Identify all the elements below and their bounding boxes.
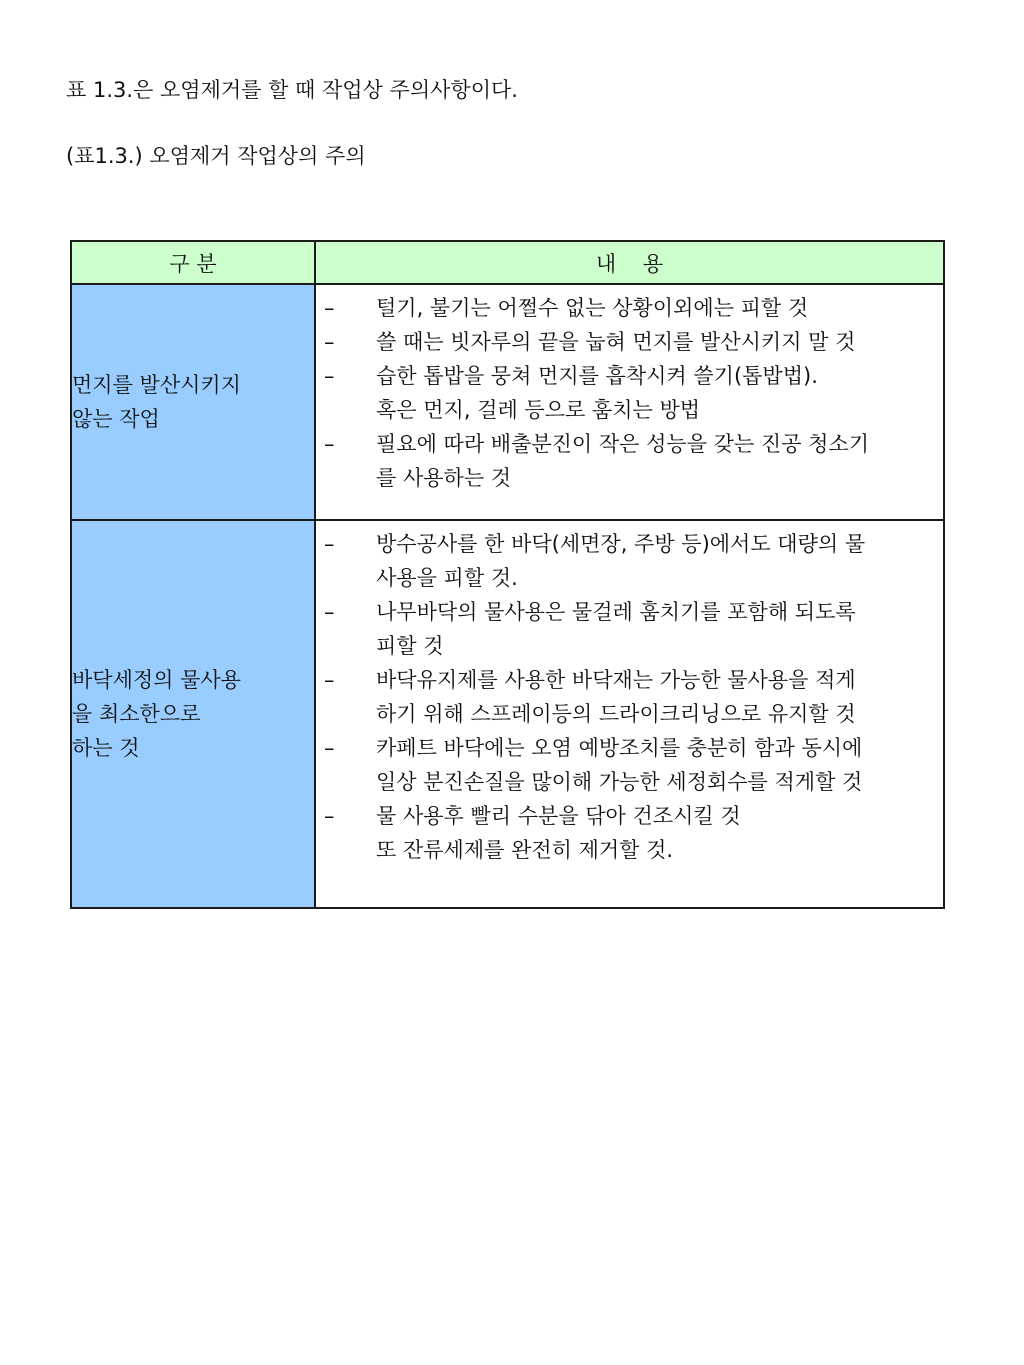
item-text: 습한 톱밥을 뭉쳐 먼지를 흡착시켜 쓸기(톱밥법). bbox=[376, 364, 818, 388]
item-text: 쓸 때는 빗자루의 끝을 눕혀 먼지를 발산시키지 말 것 bbox=[376, 330, 856, 354]
list-item bbox=[316, 799, 943, 867]
category-line: 하는 것 bbox=[72, 736, 140, 760]
content-cell bbox=[315, 284, 944, 520]
item-text: 피할 것 bbox=[376, 634, 444, 658]
precautions-table bbox=[70, 240, 945, 909]
intro-text: 표 1.3.은 오염제거를 할 때 작업상 주의사항이다. bbox=[66, 78, 518, 102]
dash-bullet: – bbox=[324, 432, 335, 456]
item-text: 물 사용후 빨리 수분을 닦아 건조시킬 것 bbox=[376, 804, 741, 828]
header-category: 구 분 bbox=[71, 241, 315, 284]
table-header-row bbox=[71, 241, 944, 284]
category-line: 바닥세정의 물사용 bbox=[72, 668, 241, 692]
category-line: 먼지를 발산시키지 bbox=[72, 373, 241, 397]
dash-bullet: – bbox=[324, 804, 335, 828]
header-content: 내 용 bbox=[315, 241, 944, 284]
category-line: 않는 작업 bbox=[72, 407, 160, 431]
table-row bbox=[71, 284, 944, 520]
item-text: 일상 분진손질을 많이해 가능한 세정회수를 적게할 것 bbox=[376, 770, 863, 794]
table-row bbox=[71, 520, 944, 908]
item-text: 나무바닥의 물사용은 물걸레 훔치기를 포함해 되도록 bbox=[376, 600, 856, 624]
list-item bbox=[316, 663, 943, 731]
list-item bbox=[316, 359, 943, 427]
list-item bbox=[316, 527, 943, 595]
item-text: 사용을 피할 것. bbox=[376, 566, 518, 590]
dash-bullet: – bbox=[324, 600, 335, 624]
list-item bbox=[316, 427, 943, 495]
dash-bullet: – bbox=[324, 296, 335, 320]
content-cell bbox=[315, 520, 944, 908]
dash-bullet: – bbox=[324, 330, 335, 354]
item-text: 를 사용하는 것 bbox=[376, 466, 512, 490]
item-text: 방수공사를 한 바닥(세면장, 주방 등)에서도 대량의 물 bbox=[376, 532, 866, 556]
category-line: 을 최소한으로 bbox=[72, 702, 201, 726]
item-text: 바닥유지제를 사용한 바닥재는 가능한 물사용을 적게 bbox=[376, 668, 856, 692]
item-text: 하기 위해 스프레이등의 드라이크리닝으로 유지할 것 bbox=[376, 702, 856, 726]
dash-bullet: – bbox=[324, 364, 335, 388]
list-item bbox=[316, 731, 943, 799]
list-item bbox=[316, 595, 943, 663]
dash-bullet: – bbox=[324, 736, 335, 760]
category-cell bbox=[71, 284, 315, 520]
item-text: 필요에 따라 배출분진이 작은 성능을 갖는 진공 청소기 bbox=[376, 432, 870, 456]
item-text: 혹은 먼지, 걸레 등으로 훔치는 방법 bbox=[376, 398, 701, 422]
dash-bullet: – bbox=[324, 668, 335, 692]
item-text: 털기, 불기는 어쩔수 없는 상황이외에는 피할 것 bbox=[376, 296, 809, 320]
item-text: 또 잔류세제를 완전히 제거할 것. bbox=[376, 838, 674, 862]
category-cell bbox=[71, 520, 315, 908]
table-caption: (표1.3.) 오염제거 작업상의 주의 bbox=[66, 144, 366, 168]
list-item bbox=[316, 325, 943, 359]
list-item bbox=[316, 291, 943, 325]
item-text: 카페트 바닥에는 오염 예방조치를 충분히 함과 동시에 bbox=[376, 736, 863, 760]
dash-bullet: – bbox=[324, 532, 335, 556]
